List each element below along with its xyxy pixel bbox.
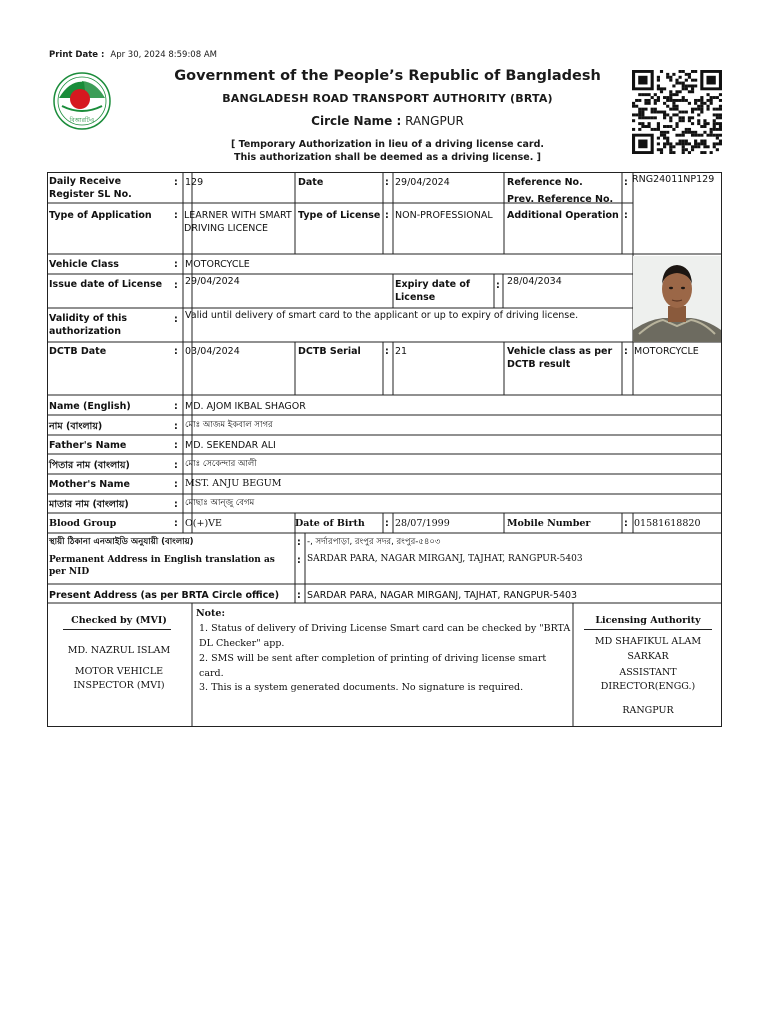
expiry-date-value: 28/04/2034: [507, 276, 562, 287]
type-application-value: LEARNER WITH SMART DRIVING LICENCE: [184, 210, 292, 234]
mother-name-bangla-label: মাতার নাম (বাংলায়): [49, 499, 129, 510]
colon: :: [496, 280, 500, 291]
colon: :: [174, 440, 178, 451]
colon: :: [174, 314, 178, 325]
logo-text: বিআরটিএ: [69, 117, 95, 124]
note-item-2: 2. SMS will be sent after completion of printing of driving license smart card.: [199, 653, 547, 679]
colon: :: [174, 499, 178, 510]
dctb-serial-value: 21: [395, 346, 408, 357]
mother-name-bangla-value: মোছাঃ আন্জু বেগম: [185, 498, 255, 508]
colon: :: [297, 590, 301, 601]
daily-register-label: Daily Receive Register SL No.: [49, 176, 132, 200]
mother-name-value: MST. ANJU BEGUM: [185, 478, 282, 489]
present-address-value: SARDAR PARA, NAGAR MIRGANJ, TAJHAT, RANGPUR-5403: [307, 590, 578, 601]
government-title: Government of the People’s Republic of Bangladesh: [174, 68, 601, 84]
colon: :: [297, 555, 301, 566]
colon: :: [174, 401, 178, 412]
permanent-address-bangla-label: স্থায়ী ঠিকানা এনআইডি অনুযায়ী (বাংলায়): [49, 537, 194, 547]
vehicle-class-label: Vehicle Class: [49, 259, 119, 270]
colon: :: [174, 346, 178, 357]
type-license-label: Type of License: [298, 210, 381, 221]
additional-operation-label: Additional Operation: [507, 210, 619, 221]
dctb-serial-label: DCTB Serial: [298, 346, 361, 357]
brta-logo: [50, 72, 114, 130]
colon: :: [385, 177, 389, 188]
mobile-label: Mobile Number: [507, 518, 591, 529]
mother-name-label: Mother's Name: [49, 479, 130, 490]
colon: :: [385, 210, 389, 221]
colon: :: [174, 421, 178, 432]
applicant-photo: [633, 256, 721, 342]
date-value: 29/04/2024: [395, 177, 450, 188]
father-name-bangla-value: মোঃ সেকেন্দার আলী: [185, 459, 257, 469]
mobile-value: 01581618820: [634, 518, 701, 529]
note-item-1: 1. Status of delivery of Driving License Smart card can be checked by "BRTA DL Checker" app.: [199, 623, 571, 649]
vehicle-class-dctb-label: Vehicle class as per DCTB result: [507, 346, 613, 370]
validity-value: Valid until delivery of smart card to the applicant or up to expiry of driving license.: [185, 310, 579, 321]
colon: :: [174, 280, 178, 291]
circle-name: [150, 114, 625, 128]
licensing-authority-designation-1: ASSISTANT: [619, 667, 677, 678]
checked-by-title: Checked by (MVI): [71, 615, 167, 626]
colon: :: [297, 537, 301, 548]
colon: :: [624, 210, 628, 221]
colon: :: [385, 518, 389, 529]
validity-label: Validity of this authorization: [49, 313, 128, 337]
permanent-address-english-value: SARDAR PARA, NAGAR MIRGANJ, TAJHAT, RANGPUR-5403: [307, 554, 583, 564]
print-date-value: Apr 30, 2024 8:59:08 AM: [110, 50, 217, 60]
checked-by-underline: [63, 629, 171, 630]
prev-reference-label: Prev. Reference No.: [507, 194, 614, 205]
colon: :: [174, 460, 178, 471]
licensing-authority-name-2: SARKAR: [627, 651, 669, 662]
type-application-label: Type of Application: [49, 210, 152, 221]
licensing-authority-title: Licensing Authority: [595, 615, 701, 626]
type-license-value: NON-PROFESSIONAL: [395, 210, 493, 221]
colon: :: [385, 346, 389, 357]
circle-name-value: RANGPUR: [405, 114, 464, 128]
daily-register-value: 129: [185, 177, 204, 188]
licensing-authority-name-1: MD SHAFIKUL ALAM: [594, 636, 702, 647]
checked-by-name: MD. NAZRUL ISLAM: [67, 645, 171, 656]
temporary-authorization-note: [150, 138, 625, 164]
dctb-date-value: 03/04/2024: [185, 346, 240, 357]
checked-by-designation-2: INSPECTOR (MVI): [73, 680, 165, 691]
note-title: Note:: [196, 608, 225, 619]
name-english-label: Name (English): [49, 401, 131, 412]
circle-name-label: Circle Name :: [311, 114, 402, 128]
print-date-label: Print Date :: [49, 50, 105, 60]
dctb-date-label: DCTB Date: [49, 346, 107, 357]
licensing-authority-underline: [584, 629, 712, 630]
colon: :: [174, 177, 178, 188]
colon: :: [624, 346, 628, 357]
colon: :: [174, 479, 178, 490]
father-name-value: MD. SEKENDAR ALI: [185, 440, 276, 451]
permanent-address-bangla-value: -, সর্দারপাড়া, রংপুর সদর, রংপুর-৫৪০৩: [307, 537, 441, 547]
blood-group-label: Blood Group: [49, 518, 117, 529]
permanent-address-english-label: Permanent Address in English translation as per NID: [49, 555, 275, 577]
name-bangla-value: মোঃ আজম ইকবাল সাগর: [185, 420, 273, 430]
blood-group-value: O(+)VE: [185, 518, 222, 529]
vehicle-class-value: MOTORCYCLE: [185, 259, 250, 270]
reference-label: Reference No.: [507, 177, 583, 188]
dob-value: 28/07/1999: [395, 518, 450, 529]
licensing-authority-designation-2: DIRECTOR(ENGG.): [600, 681, 696, 692]
issue-date-value: 29/04/2024: [185, 276, 240, 287]
date-label: Date: [298, 177, 324, 188]
father-name-label: Father's Name: [49, 440, 127, 451]
checked-by-designation-1: MOTOR VEHICLE: [74, 666, 164, 677]
father-name-bangla-label: পিতার নাম (বাংলায়): [49, 460, 130, 471]
note-item-3: 3. This is a system generated documents. No signature is required.: [199, 682, 524, 693]
colon: :: [624, 177, 628, 188]
licensing-authority-place: RANGPUR: [622, 705, 674, 716]
qr-code: [632, 70, 722, 154]
colon: :: [174, 518, 178, 529]
name-english-value: MD. AJOM IKBAL SHAGOR: [185, 401, 306, 412]
dob-label: Date of Birth: [295, 518, 365, 529]
issue-date-label: Issue date of License: [49, 279, 163, 290]
colon: :: [174, 259, 178, 270]
temp-line-1: [ Temporary Authorization in lieu of a driving license card.: [230, 139, 545, 150]
authority-title: BANGLADESH ROAD TRANSPORT AUTHORITY (BRTA): [222, 92, 553, 105]
print-date: [49, 50, 217, 60]
expiry-date-label: Expiry date of License: [395, 279, 471, 303]
present-address-label: Present Address (as per BRTA Circle office): [49, 590, 280, 601]
colon: :: [624, 518, 628, 529]
reference-value: RNG24011NP129: [632, 174, 715, 185]
colon: :: [174, 210, 178, 221]
temp-line-2: This authorization shall be deemed as a driving license. ]: [234, 152, 541, 163]
name-bangla-label: নাম (বাংলায়): [49, 421, 103, 432]
vehicle-class-dctb-value: MOTORCYCLE: [634, 346, 699, 357]
